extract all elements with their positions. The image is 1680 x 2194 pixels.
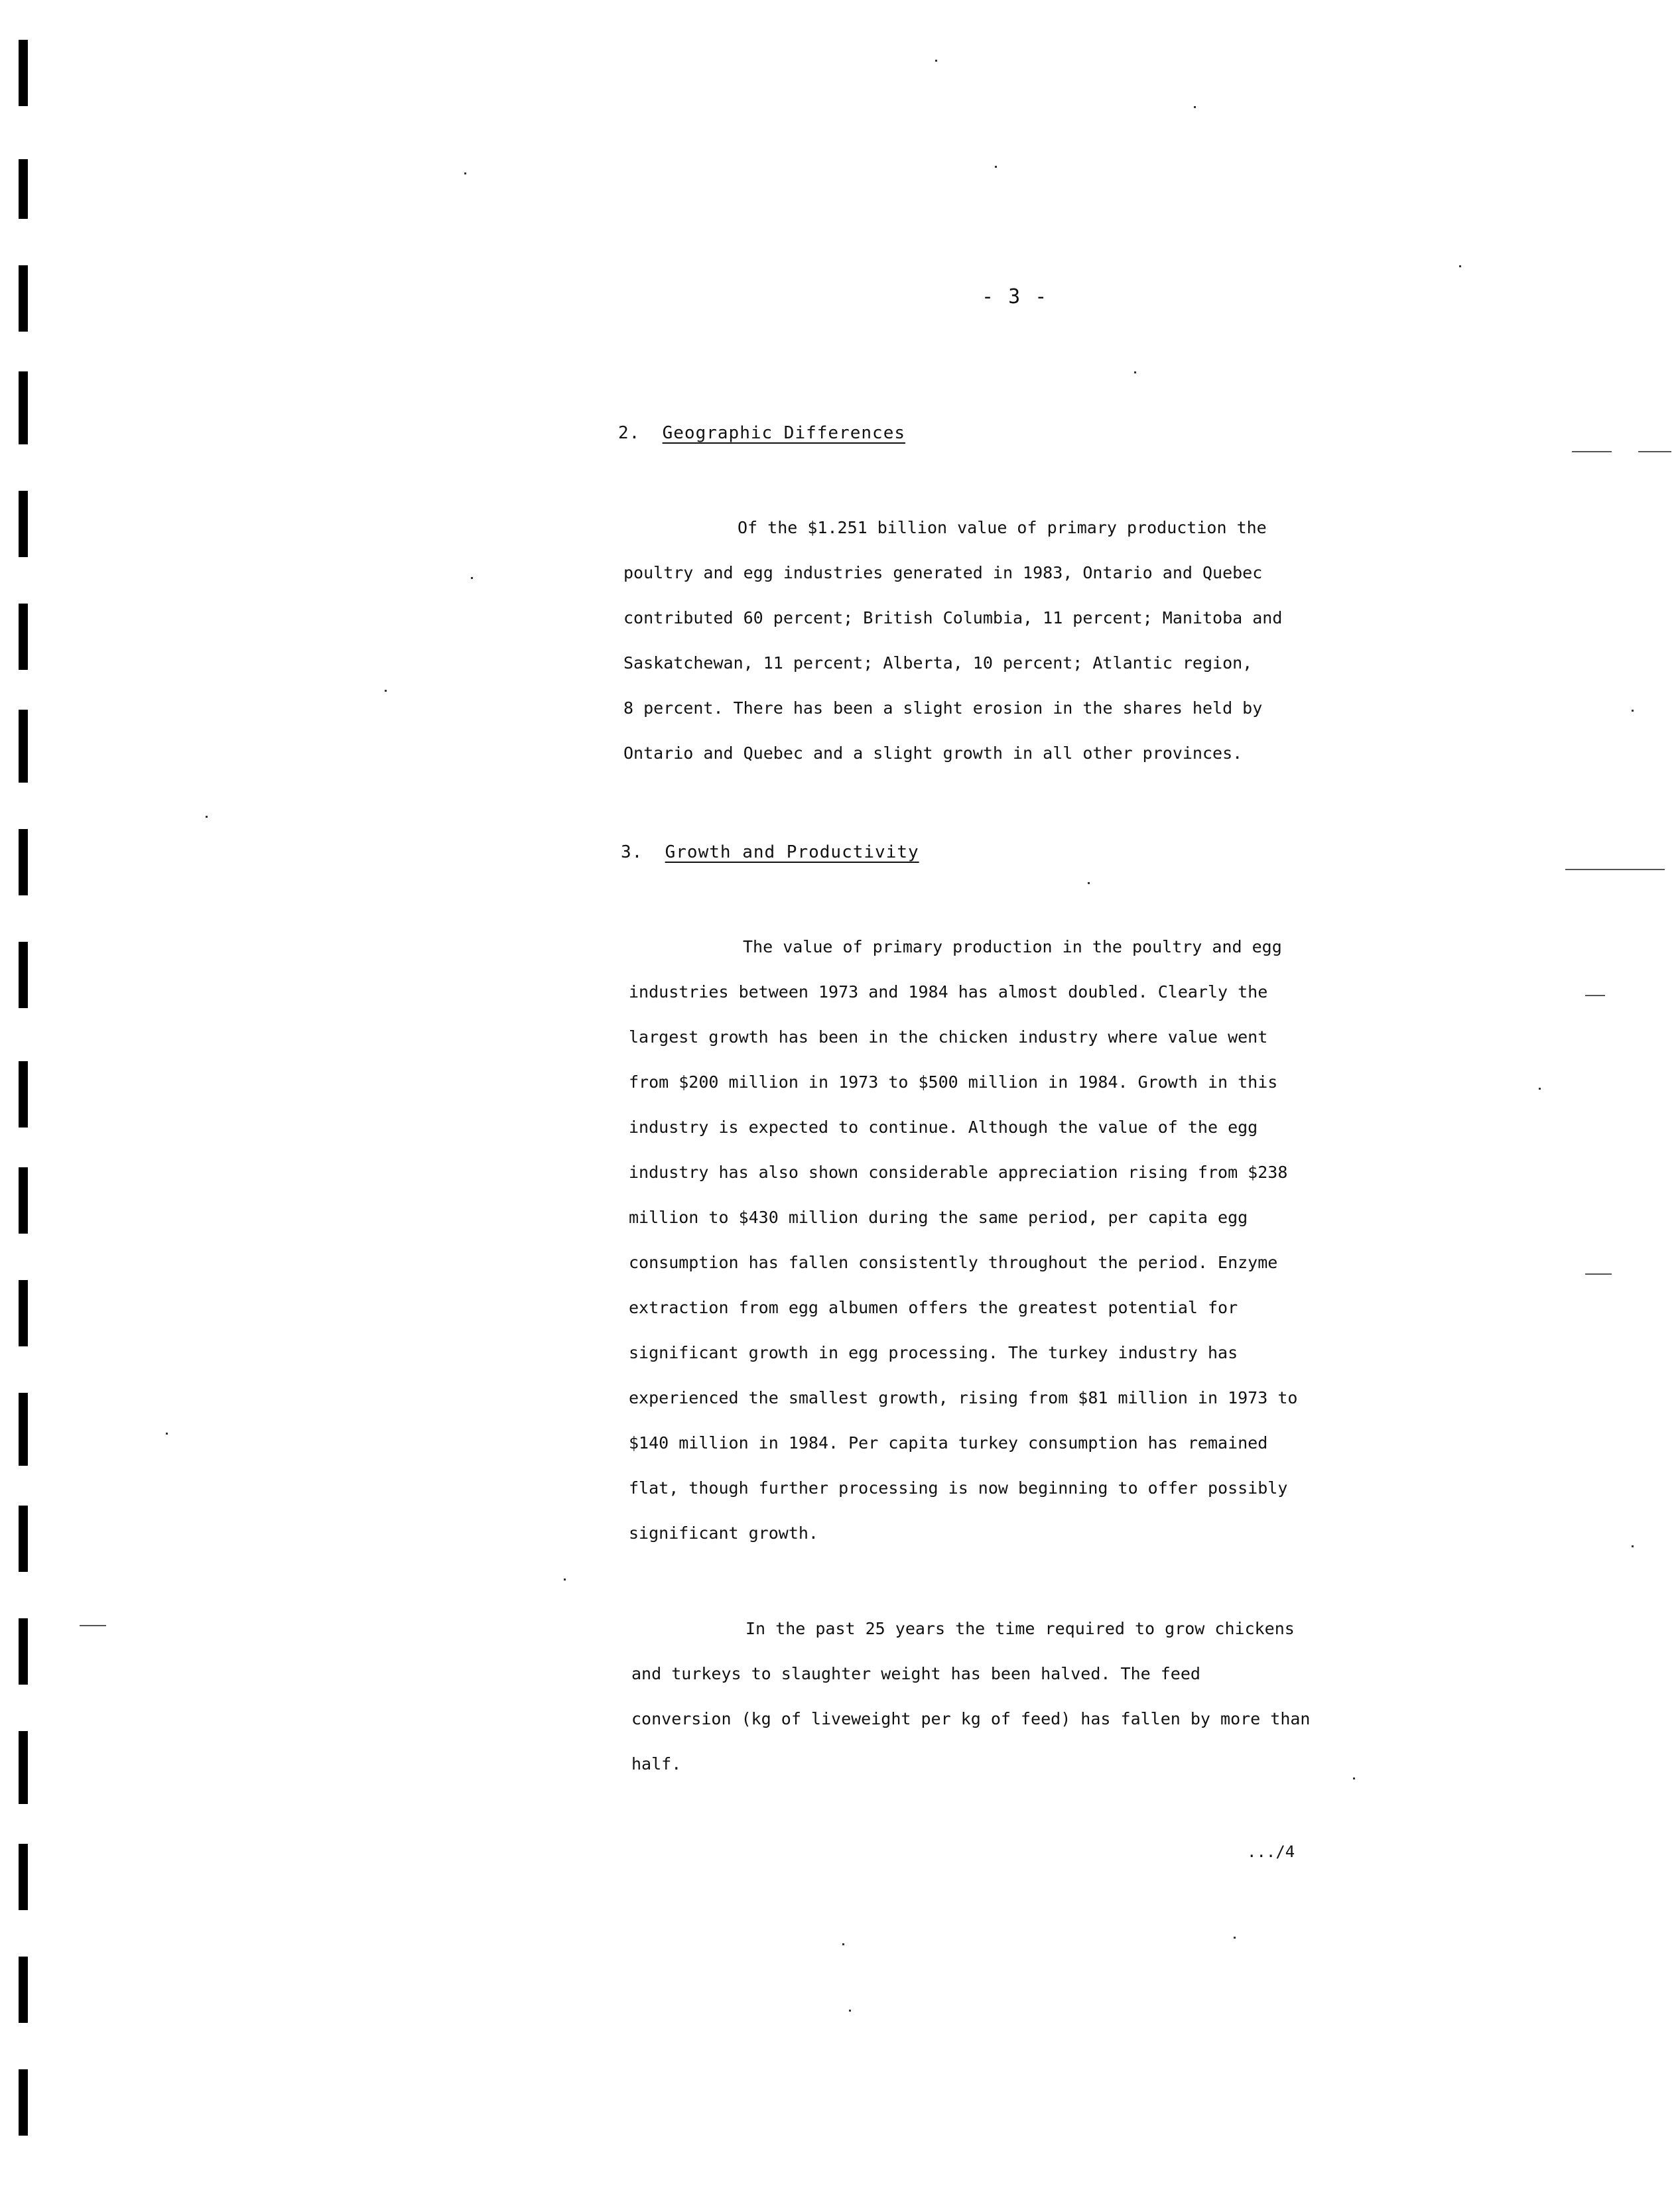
section-number: 2. xyxy=(618,423,641,443)
text-line: industries between 1973 and 1984 has almost doubled. Clearly the xyxy=(629,982,1268,1001)
text-line: The value of primary production in the poultry and egg xyxy=(743,937,1282,956)
text-line: poultry and egg industries generated in 1983, Ontario and Quebec xyxy=(623,563,1263,582)
text-line: half. xyxy=(631,1754,682,1774)
text-line: experienced the smallest growth, rising from $81 million in 1973 to xyxy=(629,1388,1298,1407)
scan-edge-marks xyxy=(0,0,80,2194)
text-line: from $200 million in 1973 to $500 million in 1984. Growth in this xyxy=(629,1072,1278,1092)
text-line: contributed 60 percent; British Columbia, 11 percent; Manitoba and xyxy=(623,608,1283,627)
text-line: million to $430 million during the same period, per capita egg xyxy=(629,1208,1248,1227)
continuation-mark: .../4 xyxy=(1247,1842,1295,1861)
section-title: Growth and Productivity xyxy=(665,842,919,862)
paragraph-geographic-differences xyxy=(623,505,1282,776)
text-line: largest growth has been in the chicken industry where value went xyxy=(629,1027,1268,1047)
text-line: extraction from egg albumen offers the greatest potential for xyxy=(629,1298,1238,1317)
text-line: industry is expected to continue. Although the value of the egg xyxy=(629,1118,1258,1137)
text-line: $140 million in 1984. Per capita turkey consumption has remained xyxy=(629,1433,1268,1452)
paragraph-productivity xyxy=(631,1606,1311,1787)
text-line: flat, though further processing is now beginning to offer possibly xyxy=(629,1478,1288,1498)
text-line: conversion (kg of liveweight per kg of feed) has fallen by more than xyxy=(631,1709,1311,1728)
section-heading-geographic-differences xyxy=(618,423,905,443)
text-line: significant growth. xyxy=(629,1523,818,1543)
section-title: Geographic Differences xyxy=(662,423,905,443)
text-line: and turkeys to slaughter weight has been halved. The feed xyxy=(631,1664,1200,1683)
section-heading-growth-and-productivity xyxy=(621,842,919,862)
text-line: 8 percent. There has been a slight erosion in the shares held by xyxy=(623,698,1263,718)
text-line: In the past 25 years the time required to grow chickens xyxy=(745,1619,1295,1638)
text-line: Of the $1.251 billion value of primary production the xyxy=(738,518,1267,537)
text-line: consumption has fallen consistently throughout the period. Enzyme xyxy=(629,1253,1278,1272)
text-line: Ontario and Quebec and a slight growth in all other provinces. xyxy=(623,743,1243,763)
section-number: 3. xyxy=(621,842,643,862)
text-line: significant growth in egg processing. The turkey industry has xyxy=(629,1343,1238,1362)
text-line: industry has also shown considerable appreciation rising from $238 xyxy=(629,1163,1288,1182)
text-line: Saskatchewan, 11 percent; Alberta, 10 percent; Atlantic region, xyxy=(623,653,1253,673)
page-number: - 3 - xyxy=(982,285,1049,308)
paragraph-growth-value xyxy=(629,925,1297,1556)
